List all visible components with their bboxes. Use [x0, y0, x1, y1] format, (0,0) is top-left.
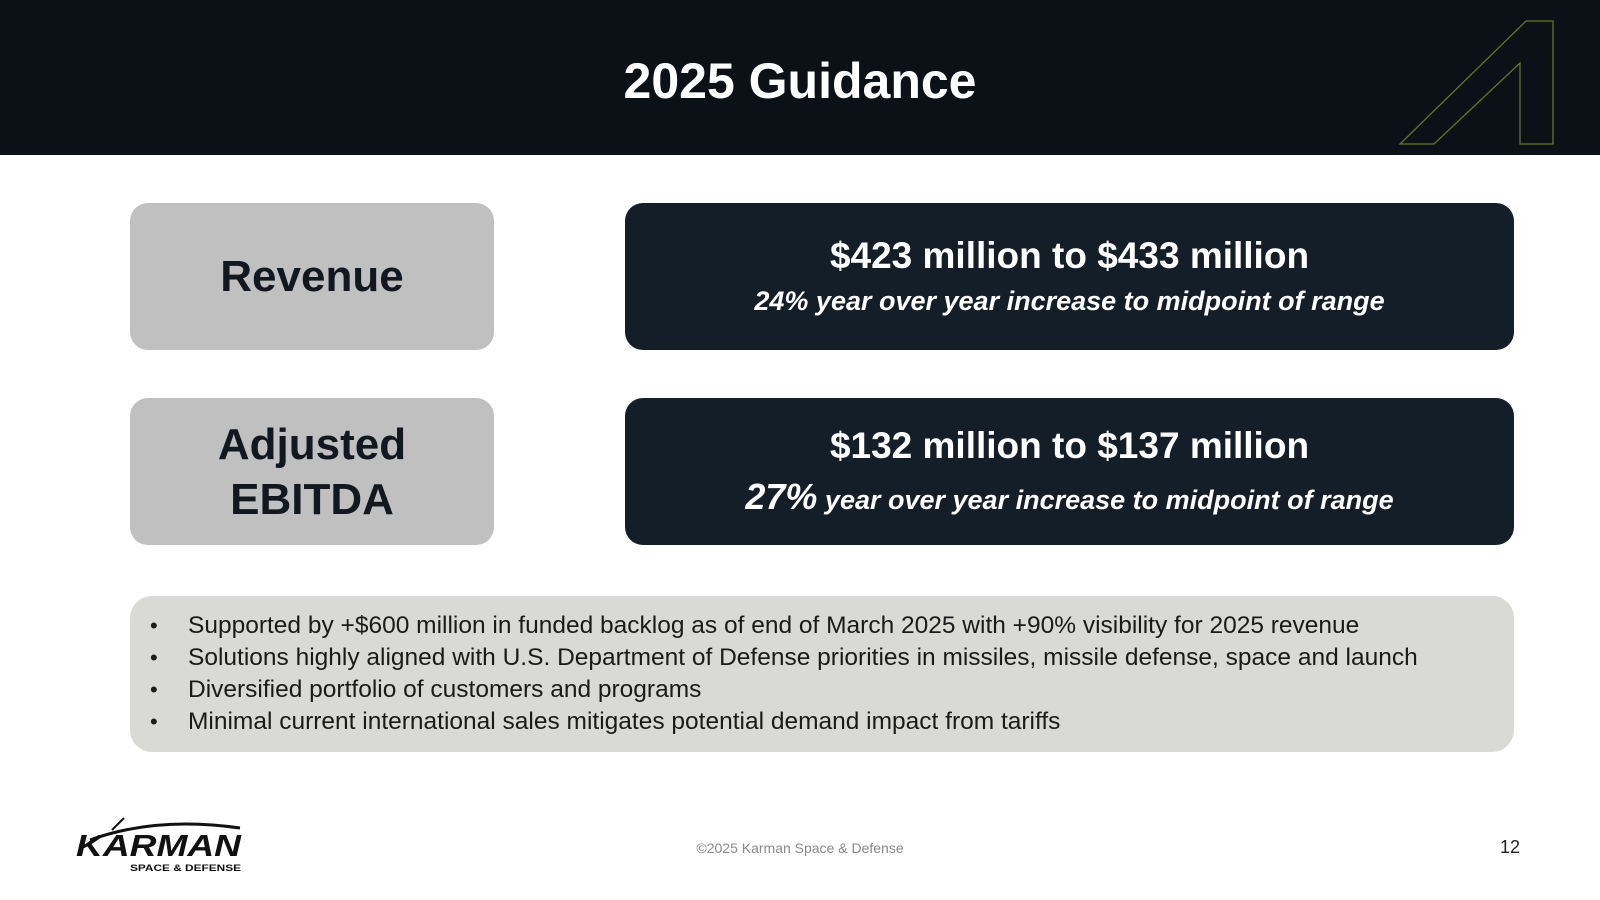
slide-header [0, 0, 1600, 155]
revenue-growth-text: year over year increase to midpoint of range [808, 286, 1385, 316]
revenue-growth [625, 286, 1514, 317]
revenue-label-box [130, 203, 494, 350]
brand-chevron-icon [1396, 18, 1556, 148]
ebitda-range: $132 million to $137 million [829, 425, 1310, 466]
highlight-item: • Diversified portfolio of customers and programs [150, 674, 1494, 706]
copyright-text: ©2025 Karman Space & Defense [696, 840, 904, 856]
ebitda-growth-pct: 27% [745, 476, 818, 517]
page-number: 12 [1499, 837, 1520, 857]
highlight-item: • Minimal current international sales mitigates potential demand impact from tariffs [150, 706, 1494, 738]
revenue-label: Revenue [220, 252, 404, 301]
highlight-item: • Supported by +$600 million in funded backlog as of end of March 2025 with +90% visibility for 2025 revenue [150, 610, 1494, 642]
revenue-growth-pct: 24% [754, 286, 809, 316]
revenue-value-box [625, 203, 1514, 350]
revenue-range: $423 million to $433 million [829, 235, 1310, 276]
ebitda-label-line1: Adjusted [217, 419, 407, 469]
ebitda-label-box [130, 398, 494, 545]
ebitda-growth-text: year over year increase to midpoint of range [817, 485, 1394, 515]
logo-tagline: SPACE & DEFENSE [130, 863, 241, 873]
highlight-item: • Solutions highly aligned with U.S. Department of Defense priorities in missiles, missile defense, space and launch [150, 642, 1494, 674]
ebitda-label-line2: EBITDA [230, 474, 394, 524]
ebitda-growth [625, 476, 1514, 518]
highlights-box [130, 596, 1514, 752]
ebitda-value-box [625, 398, 1514, 545]
slide-title: 2025 Guidance [623, 53, 977, 109]
logo-wordmark: KARMAN [76, 828, 242, 863]
